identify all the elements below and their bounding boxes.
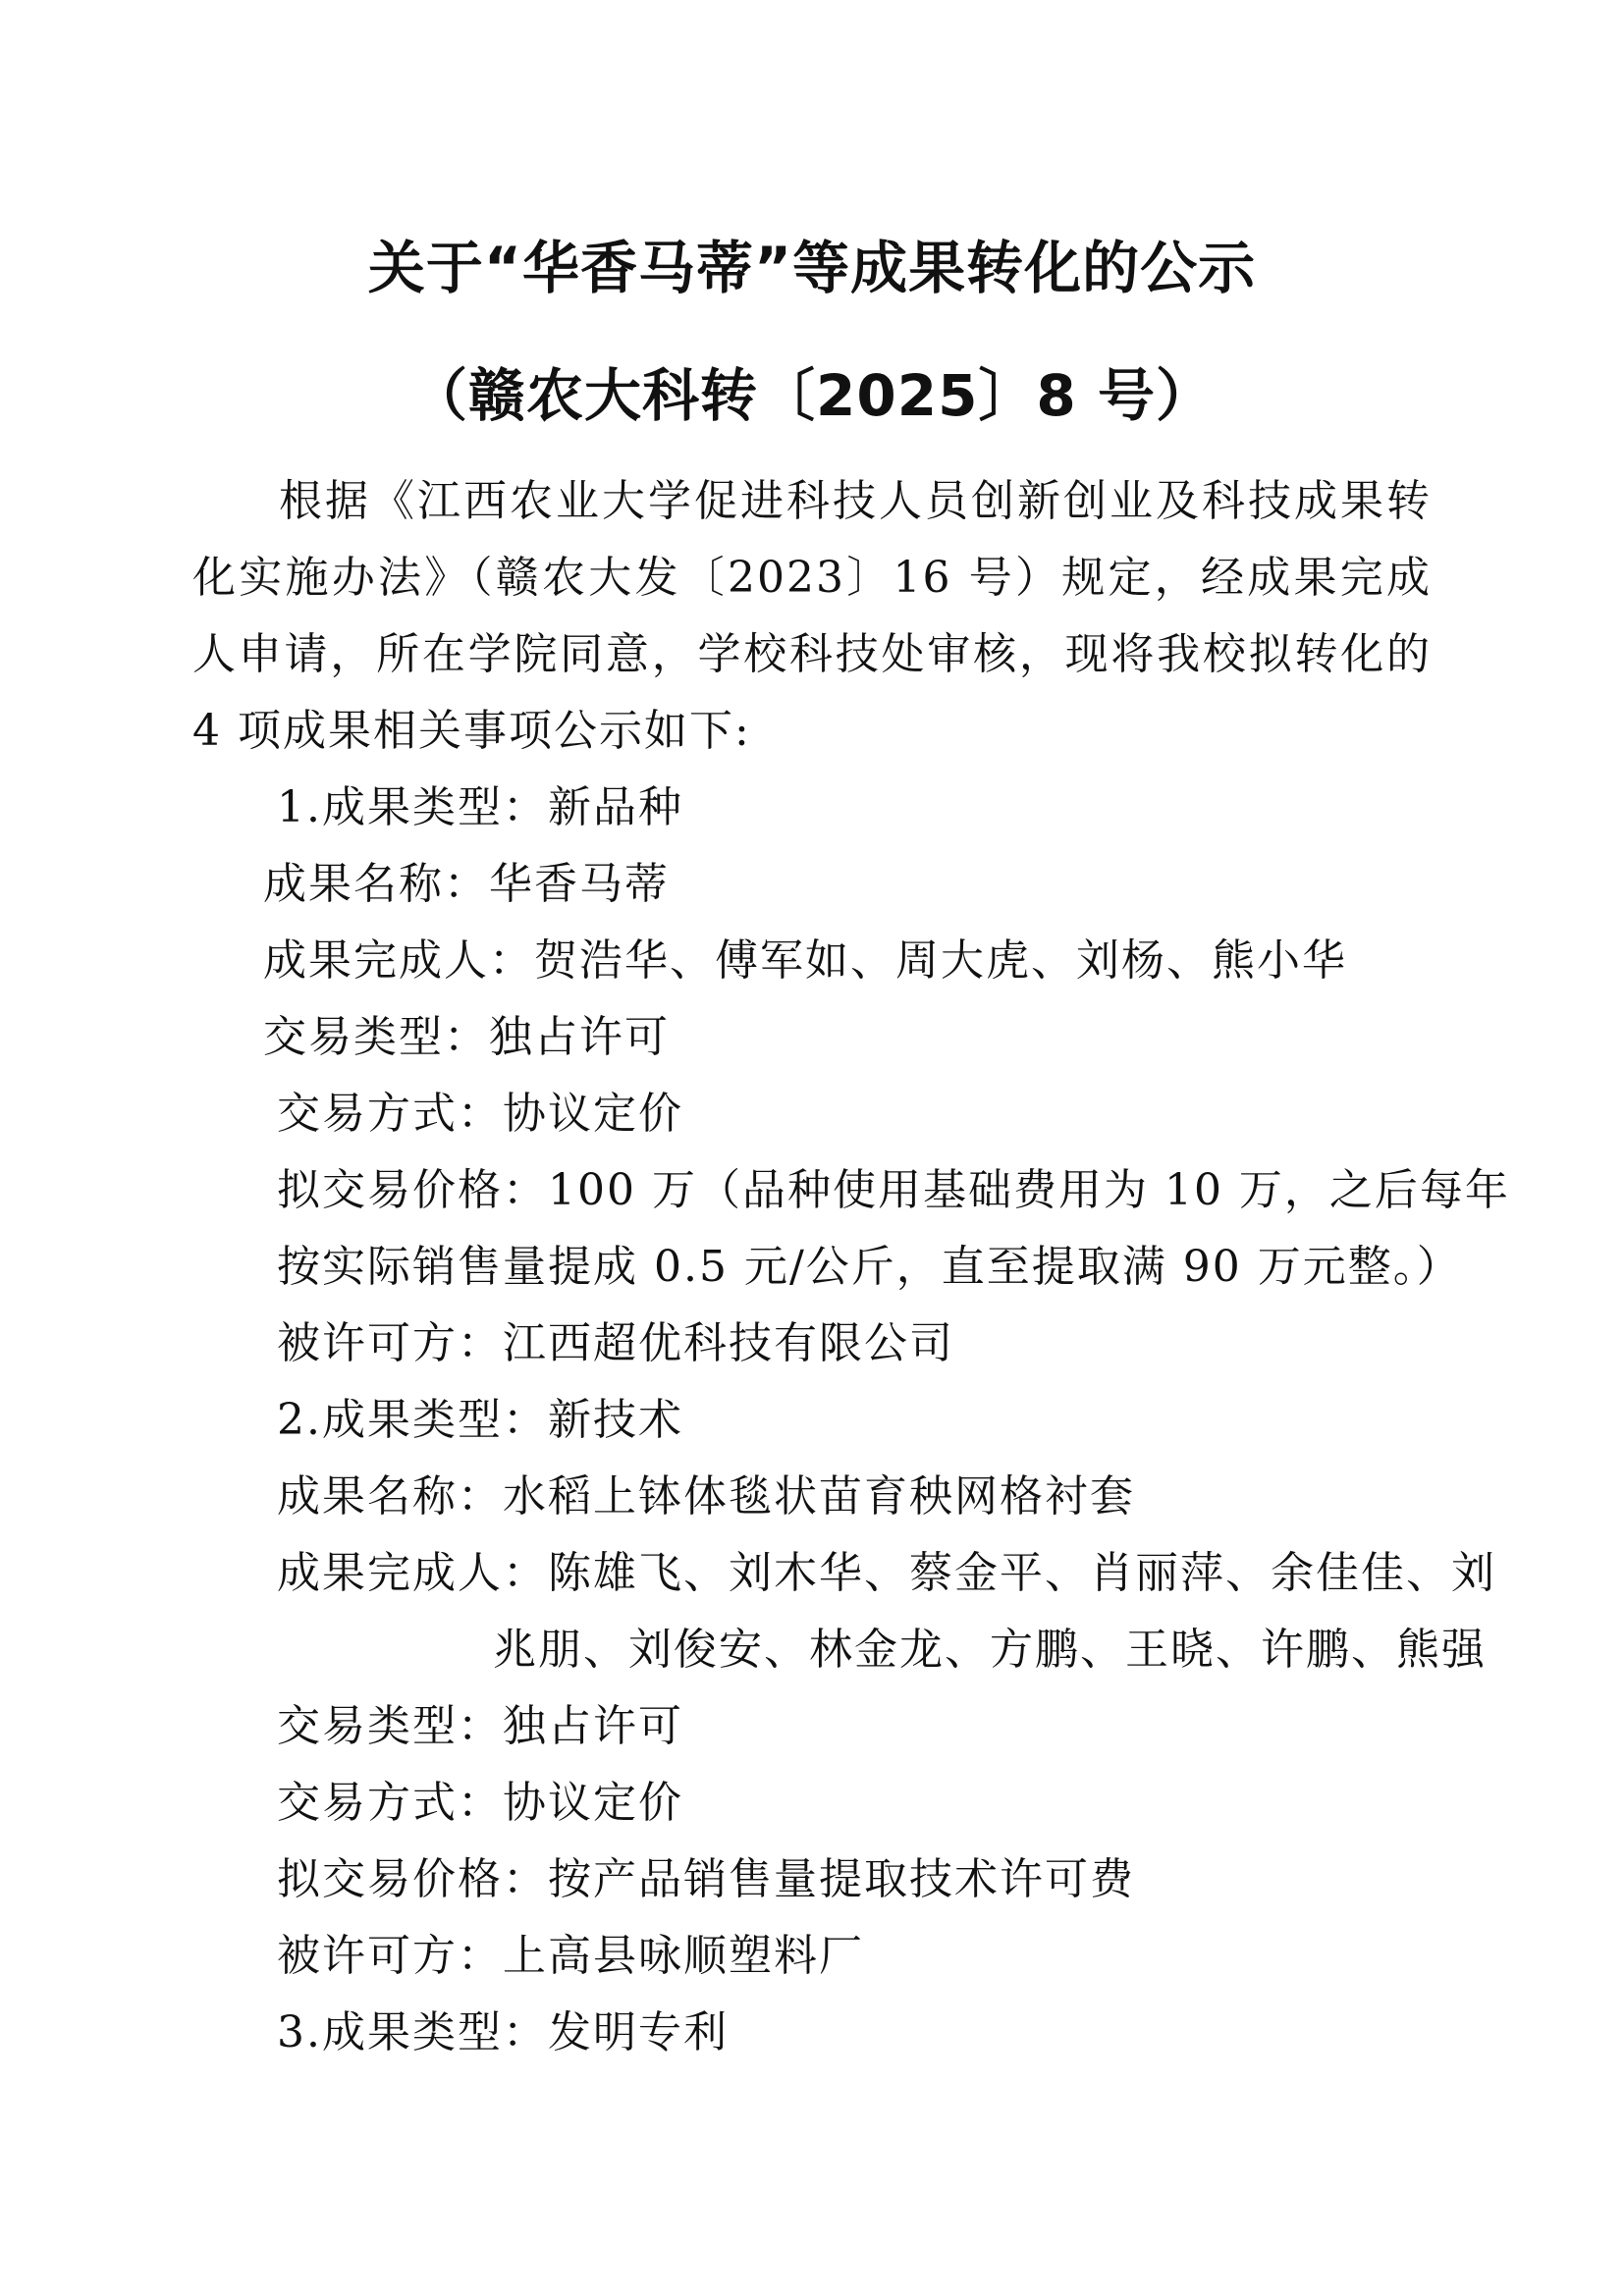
item1-licensee: 被许可方：江西超优科技有限公司 xyxy=(277,1318,954,1368)
item2-type: 2.成果类型：新技术 xyxy=(277,1395,683,1445)
item2-licensee: 被许可方：上高县咏顺塑料厂 xyxy=(277,1931,864,1981)
item1-type: 1.成果类型：新品种 xyxy=(277,782,683,832)
item1-price-line2: 按实际销售量提成 0.5 元/公斤，直至提取满 90 万元整。） xyxy=(277,1242,1462,1292)
intro-paragraph: 根据《江西农业大学促进科技人员创新创业及科技成果转化实施办法》（赣农大发〔2023〕16 号）规定，经成果完成人申请，所在学院同意，学校科技处审核，现将我校拟转化的 4 项成果相关事项公示如下: xyxy=(192,476,1432,756)
item2-trade-method: 交易方式：协议定价 xyxy=(277,1778,683,1828)
item1-name: 成果名称：华香马蒂 xyxy=(263,859,670,909)
item1-completers: 成果完成人：贺浩华、傅军如、周大虎、刘杨、熊小华 xyxy=(263,935,1347,986)
item2-name: 成果名称：水稻上钵体毯状苗育秧网格衬套 xyxy=(277,1471,1135,1522)
item3-type: 3.成果类型：发明专利 xyxy=(277,2007,729,2057)
item1-trade-method: 交易方式：协议定价 xyxy=(277,1089,683,1139)
item2-completers-line1: 成果完成人：陈雄飞、刘木华、蔡金平、肖丽萍、余佳佳、刘 xyxy=(277,1548,1496,1598)
document-number: （赣农大科转〔2025〕8 号） xyxy=(410,362,1214,429)
item1-price-line1: 拟交易价格：100 万（品种使用基础费用为 10 万，之后每年 xyxy=(277,1165,1510,1215)
document-title: 关于“华香马蒂”等成果转化的公示 xyxy=(367,235,1257,301)
item2-trade-type: 交易类型：独占许可 xyxy=(277,1701,683,1751)
item1-trade-type: 交易类型：独占许可 xyxy=(263,1012,670,1062)
item2-completers-line2: 兆朋、刘俊安、林金龙、方鹏、王晓、许鹏、熊强 xyxy=(493,1625,1487,1675)
item2-price: 拟交易价格：按产品销售量提取技术许可费 xyxy=(277,1854,1135,1904)
